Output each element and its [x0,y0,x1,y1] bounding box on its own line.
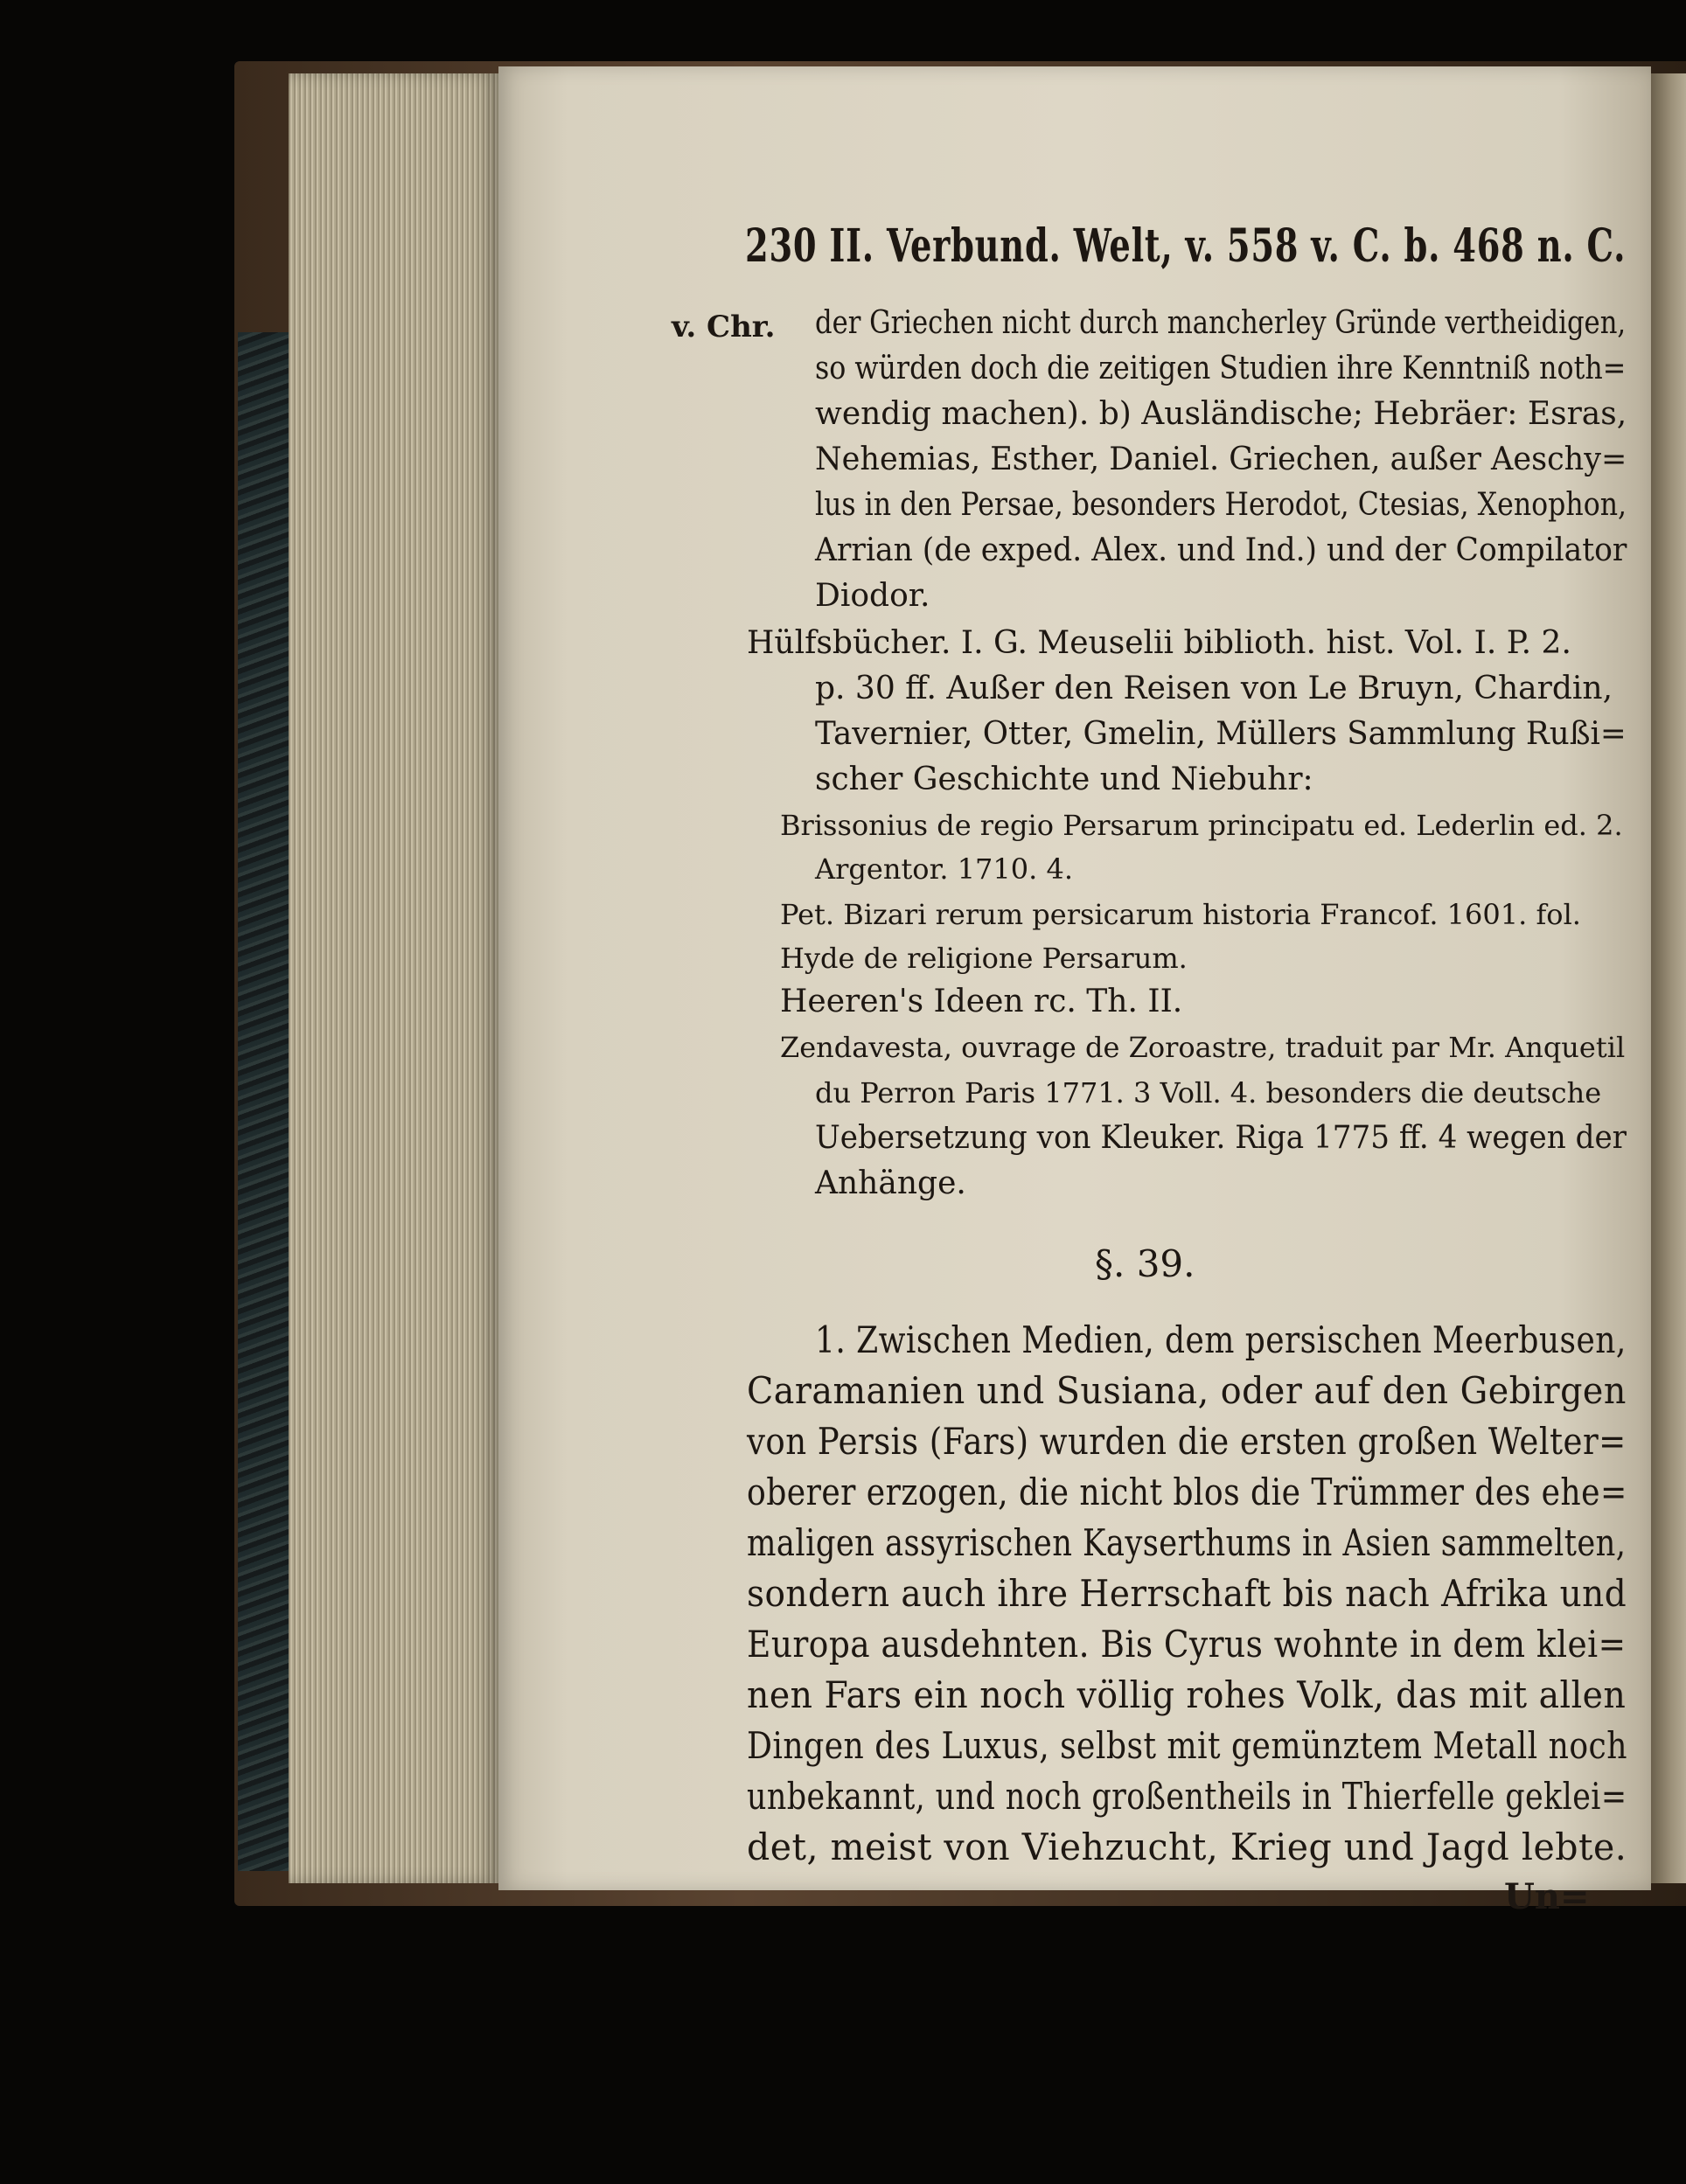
catchword: Un= [1504,1876,1590,1917]
book-page [498,66,1651,1917]
section-heading: §. 39. [1095,1242,1195,1285]
text-line: p. 30 ff. Außer den Reisen von Le Bruyn, Chardin, [815,671,1613,706]
text-line: Heeren's Ideen rc. Th. II. [780,984,1183,1019]
running-header: 230 II. Verbund. Welt, v. 558 v. C. b. 468 n. C. [745,219,1627,273]
text-line: scher Geschichte und Niebuhr: [815,762,1313,797]
margin-note: v. Chr. [672,310,776,344]
text-line: lus in den Persae, besonders Herodot, Ctesias, Xenophon, [815,487,1627,523]
body-line: 1. Zwischen Medien, dem persischen Meerbusen, [815,1318,1627,1361]
text-line: Pet. Bizari rerum persicarum historia Francof. 1601. fol. [780,898,1581,931]
body-line: von Persis (Fars) wurden die ersten großen Welter= [747,1420,1627,1463]
text-line: Hyde de religione Persarum. [780,942,1188,975]
text-line: Diodor. [815,578,930,614]
body-line: oberer erzogen, die nicht blos die Trümmer des ehe= [747,1471,1627,1513]
text-line: Arrian (de exped. Alex. und Ind.) und der Compilator [815,532,1627,568]
facing-page-edge [1651,73,1686,1883]
text-line: Brissonius de regio Persarum principatu ed. Lederlin ed. 2. [780,809,1623,842]
body-line: Dingen des Luxus, selbst mit gemünztem Metall noch [747,1724,1627,1767]
body-line: Europa ausdehnten. Bis Cyrus wohnte in dem klei= [747,1623,1627,1666]
body-line: Caramanien und Susiana, oder auf den Gebirgen [747,1369,1627,1412]
page-edges [289,73,498,1883]
body-line: unbekannt, und noch großentheils in Thierfelle geklei= [747,1775,1627,1818]
body-line: nen Fars ein noch völlig rohes Volk, das mit allen [747,1673,1627,1716]
text-line: Anhänge. [815,1165,966,1201]
text-line: so würden doch die zeitigen Studien ihre Kenntniß noth= [815,351,1627,386]
text-line: Zendavesta, ouvrage de Zoroastre, traduit par Mr. Anquetil [780,1031,1626,1064]
marbled-board [238,332,290,1871]
text-line: Argentor. 1710. 4. [815,852,1073,886]
text-line: der Griechen nicht durch mancherley Gründe vertheidigen, [815,305,1627,341]
text-line: du Perron Paris 1771. 3 Voll. 4. besonders die deutsche [815,1076,1602,1109]
body-line: det, meist von Viehzucht, Krieg und Jagd lebte. [747,1826,1627,1868]
text-line: Tavernier, Otter, Gmelin, Müllers Sammlung Rußi= [815,716,1627,752]
body-line: maligen assyrischen Kayserthums in Asien sammelten, [747,1521,1627,1564]
text-line: Hülfsbücher. I. G. Meuselii biblioth. hist. Vol. I. P. 2. [747,625,1571,661]
text-line: Uebersetzung von Kleuker. Riga 1775 ff. 4 wegen der [815,1120,1627,1156]
text-line: Nehemias, Esther, Daniel. Griechen, außer Aeschy= [815,442,1627,477]
body-line: sondern auch ihre Herrschaft bis nach Afrika und [747,1572,1627,1615]
text-line: wendig machen). b) Ausländische; Hebräer: Esras, [815,396,1627,432]
